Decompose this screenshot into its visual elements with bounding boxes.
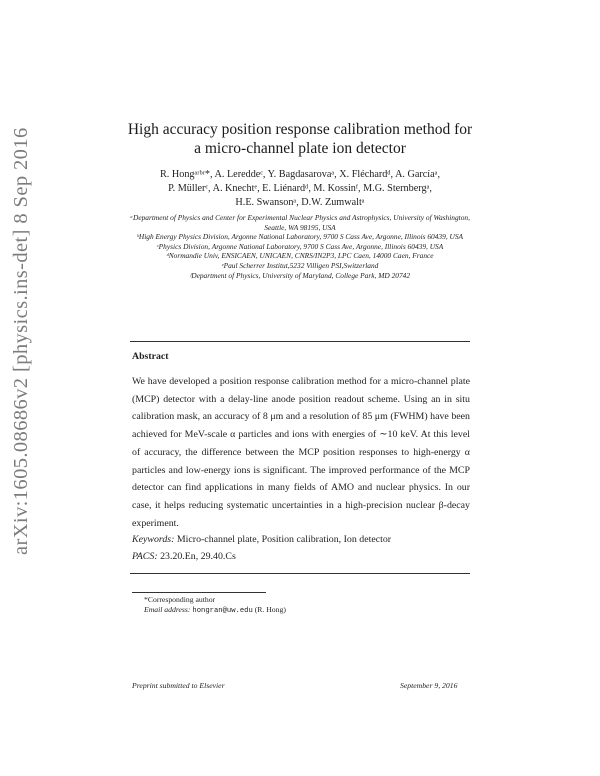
abstract-heading: Abstract (132, 351, 169, 362)
email-name: (R. Hong) (254, 605, 286, 614)
title-line-2: a micro-channel plate ion detector (194, 140, 406, 157)
affiliation-b: ᵇHigh Energy Physics Division, Argonne National Laboratory, 9700 S Cass Ave, Argonne, Illinois 60439, USA (136, 232, 464, 242)
affiliation-c: ᶜPhysics Division, Argonne National Laboratory, 9700 S Cass Ave, Argonne, Illinois 60439, USA (156, 241, 444, 251)
corresponding-author-note: *Corresponding author (144, 595, 216, 604)
affiliation-a: ᵃDepartment of Physics and Center for Experimental Nuclear Physics and Astrophysics, University of Washington, Seattle, WA 98195, USA (130, 213, 470, 232)
pacs (132, 551, 236, 562)
author-list (120, 168, 480, 210)
affiliation-list (128, 213, 472, 280)
email-link[interactable]: hongran@uw.edu (192, 607, 253, 615)
author-line-3: H.E. Swansonᵃ, D.W. Zumwaltᵃ (235, 197, 365, 208)
title-line-1: High accuracy position response calibration method for (127, 121, 473, 138)
paper-title (120, 120, 480, 158)
keywords-label: Keywords: (132, 534, 175, 545)
preprint-note: Preprint submitted to Elsevier (132, 681, 225, 690)
pacs-value: 23.20.En, 29.40.Cs (160, 551, 236, 562)
author-line-2: P. Müllerᶜ, A. Knechtᵉ, E. Liénardᵈ, M. Kossinᶠ, M.G. Sternbergᵃ, (168, 183, 432, 194)
footnote (144, 595, 286, 616)
pacs-label: PACS: (132, 551, 158, 562)
abstract-bottom-rule (130, 573, 470, 574)
abstract-top-rule (130, 341, 470, 342)
affiliation-e: ᵉPaul Scherrer Institut,5232 Villigen PSI,Switzerland (221, 260, 379, 270)
email-line (144, 605, 286, 616)
abstract-text: We have developed a position response calibration method for a micro-channel plate (MCP) detector with a delay-line anode position readout scheme. Using an in situ calibration mask, an accuracy of 8 μm and a resolution of 85 μm (FWHM) have been achieved for MeV-scale α particles and ions with energies of ∼10 keV. At this level of accuracy, the difference between the MCP position responses to high-energy α particles and low-energy ions is significant. The improved performance of the MCP detector can find applications in many fields of AMO and nuclear physics. In our case, it helps reducing systematic uncertainties in a high-precision nuclear β-decay experiment. (132, 376, 470, 529)
affiliation-d: ᵈNormandie Univ, ENSICAEN, UNICAEN, CNRS/IN2P3, LPC Caen, 14000 Caen, France (166, 251, 434, 261)
keywords (132, 534, 391, 545)
arxiv-identifier[interactable]: arXiv:1605.08686v2 [physics.ins-det] 8 Sep 2016 (10, 127, 32, 555)
submission-date: September 9, 2016 (400, 681, 458, 690)
email-label: Email address: (144, 605, 191, 614)
affiliation-f: ᶠDepartment of Physics, University of Maryland, College Park, MD 20742 (189, 270, 411, 280)
keywords-value: Micro-channel plate, Position calibration, Ion detector (176, 534, 392, 545)
footnote-rule (132, 592, 266, 593)
author-line-1: R. Hongᵃʳᵇʳ*, A. Lereddeᶜ, Y. Bagdasarovaᵃ, X. Fléchardᵈ, A. Garcíaᵃ, (159, 169, 440, 180)
